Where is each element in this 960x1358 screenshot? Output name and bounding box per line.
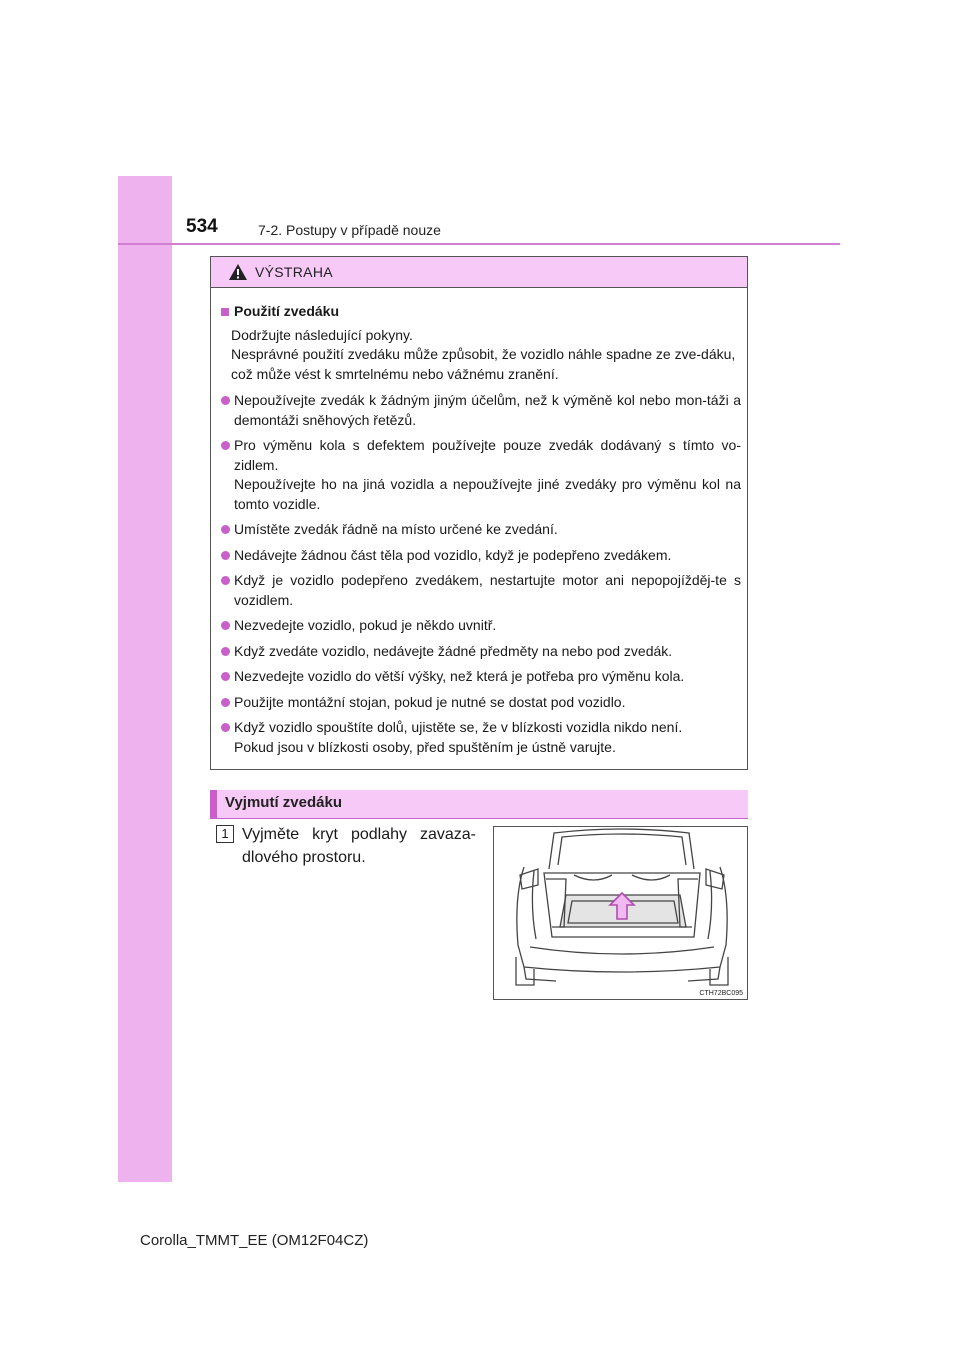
warning-bullet bbox=[221, 718, 741, 757]
round-bullet-icon bbox=[221, 441, 230, 450]
section-header-rule bbox=[210, 818, 748, 819]
warning-bullet bbox=[221, 693, 741, 713]
warning-bullet-line: Pokud jsou v blízkosti osoby, před spuštěním je ústně varujte. bbox=[234, 738, 616, 755]
section-header-accent bbox=[210, 790, 217, 818]
warning-header bbox=[211, 257, 747, 288]
header-rule bbox=[118, 243, 840, 245]
round-bullet-icon bbox=[221, 576, 230, 585]
remove-section-title: Vyjmutí zvedáku bbox=[225, 794, 342, 811]
remove-section-header bbox=[210, 790, 748, 818]
warning-bullet-line: Když je vozidlo podepřeno zvedákem, nestartujte motor ani nepopojížděj-te s vozidlem. bbox=[234, 572, 741, 608]
warning-bullet-text bbox=[234, 718, 741, 757]
warning-intro bbox=[231, 326, 741, 385]
warning-bullet bbox=[221, 616, 741, 636]
warning-subheading-text: Použití zvedáku bbox=[234, 303, 340, 319]
page-number: 534 bbox=[186, 216, 218, 237]
figure-code: CTH72BC095 bbox=[699, 990, 743, 997]
warning-bullet-list bbox=[221, 391, 741, 757]
round-bullet-icon bbox=[221, 621, 230, 630]
warning-bullet-text bbox=[234, 667, 741, 687]
warning-bullet bbox=[221, 571, 741, 610]
warning-bullet-line: Nedávejte žádnou část těla pod vozidlo, když je podepřeno zvedákem. bbox=[234, 546, 672, 563]
square-bullet-icon bbox=[221, 308, 229, 316]
warning-box bbox=[210, 256, 748, 770]
warning-bullet bbox=[221, 642, 741, 662]
trunk-illustration bbox=[493, 826, 748, 1000]
warning-bullet-line: Nezvedejte vozidlo, pokud je někdo uvnitř. bbox=[234, 617, 497, 633]
warning-bullet-text bbox=[234, 642, 741, 662]
step-text: Vyjměte kryt podlahy zavaza-dlového prostoru. bbox=[242, 826, 476, 866]
warning-bullet-line: Když vozidlo spouštíte dolů, ujistěte se, že v blízkosti vozidla nikdo není. bbox=[234, 719, 683, 735]
warning-bullet-text bbox=[234, 520, 741, 540]
step-number: 1 bbox=[216, 825, 234, 843]
section-title: 7-2. Postupy v případě nouze bbox=[258, 222, 441, 238]
warning-title: VÝSTRAHA bbox=[255, 264, 333, 280]
warning-intro-line: Nesprávné použití zvedáku může způsobit, že vozidlo náhle spadne ze zve-dáku, což může vést k smrtelnému nebo vážnému zranění. bbox=[231, 346, 736, 382]
warning-triangle-icon bbox=[228, 263, 248, 281]
warning-bullet-text bbox=[234, 546, 741, 566]
car-trunk-drawing bbox=[494, 827, 748, 1000]
warning-subheading bbox=[221, 302, 741, 322]
warning-bullet-text bbox=[234, 571, 741, 610]
round-bullet-icon bbox=[221, 396, 230, 405]
warning-bullet-text bbox=[234, 436, 741, 514]
warning-bullet bbox=[221, 520, 741, 540]
warning-bullet-line: Pro výměnu kola s defektem používejte pouze zvedák dodávaný s tímto vo-zidlem. bbox=[234, 437, 741, 473]
warning-intro-line: Dodržujte následující pokyny. bbox=[231, 326, 413, 343]
warning-bullet bbox=[221, 667, 741, 687]
warning-bullet bbox=[221, 391, 741, 430]
warning-bullet-line: Když zvedáte vozidlo, nedávejte žádné předměty na nebo pod zvedák. bbox=[234, 642, 673, 659]
warning-bullet-line: Nepoužívejte ho na jiná vozidla a nepoužívejte jiné zvedáky pro výměnu kol na tomto vozidle. bbox=[234, 476, 741, 512]
warning-body bbox=[211, 288, 747, 757]
warning-bullet-line: Použijte montážní stojan, pokud je nutné se dostat pod vozidlo. bbox=[234, 693, 626, 710]
warning-bullet-line: Nepoužívejte zvedák k žádným jiným účelům, než k výměně kol nebo mon-táži a demontáži sněhových řetězů. bbox=[234, 392, 741, 428]
round-bullet-icon bbox=[221, 647, 230, 656]
warning-bullet-line: Umístěte zvedák řádně na místo určené ke zvedání. bbox=[234, 521, 558, 537]
round-bullet-icon bbox=[221, 723, 230, 732]
warning-bullet-text bbox=[234, 693, 741, 713]
round-bullet-icon bbox=[221, 551, 230, 560]
warning-bullet-line: Nezvedejte vozidlo do větší výšky, než která je potřeba pro výměnu kola. bbox=[234, 668, 685, 684]
sidebar-tab bbox=[118, 176, 172, 1182]
round-bullet-icon bbox=[221, 672, 230, 681]
round-bullet-icon bbox=[221, 698, 230, 707]
footer-text: Corolla_TMMT_EE (OM12F04CZ) bbox=[140, 1232, 369, 1249]
warning-bullet bbox=[221, 546, 741, 566]
warning-bullet-text bbox=[234, 616, 741, 636]
warning-bullet-text bbox=[234, 391, 741, 430]
warning-bullet bbox=[221, 436, 741, 514]
round-bullet-icon bbox=[221, 525, 230, 534]
